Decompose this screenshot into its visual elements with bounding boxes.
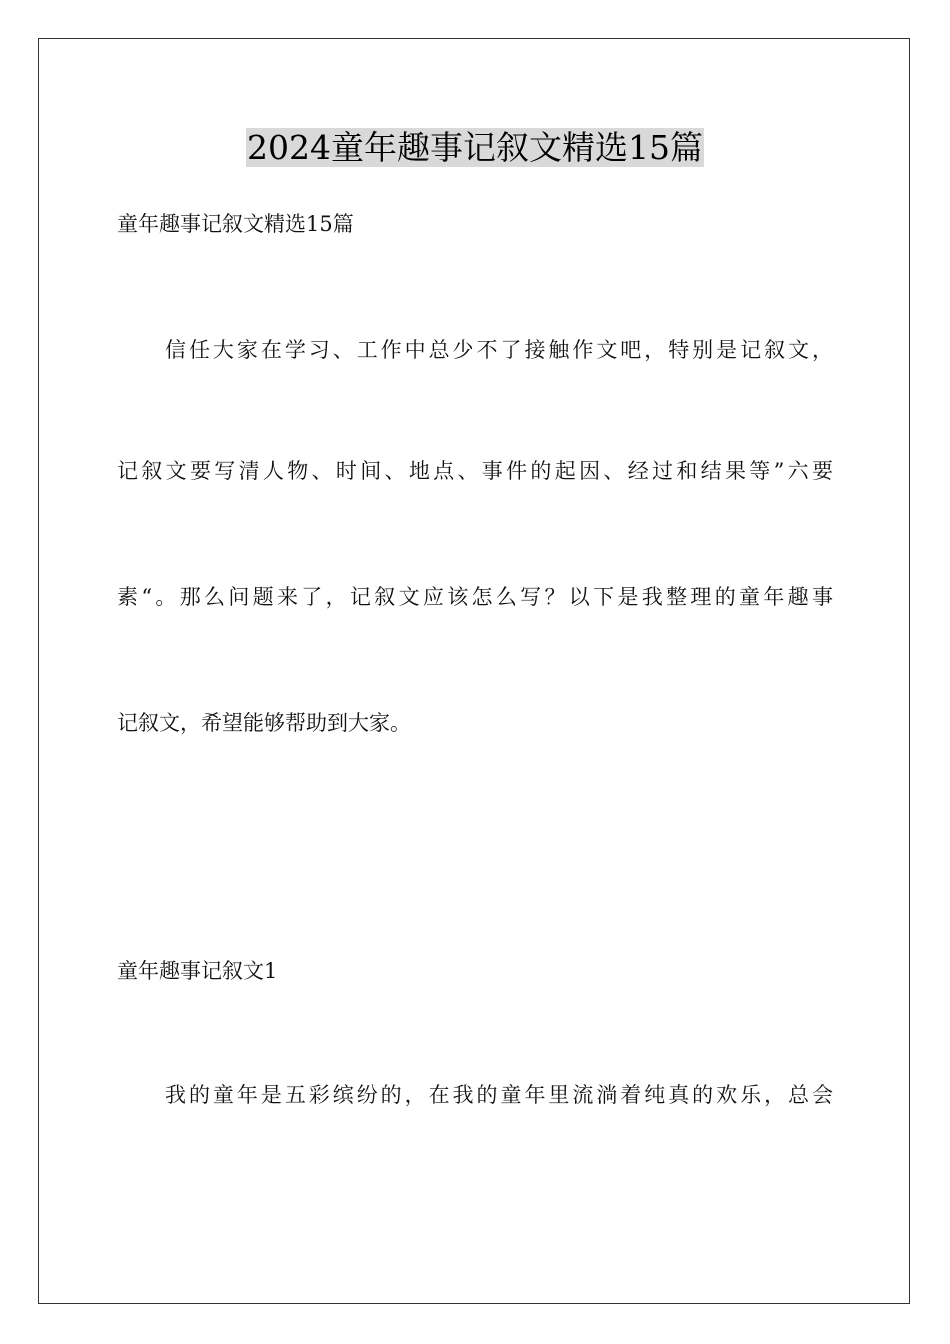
document-title bbox=[0, 126, 950, 170]
section-line-1: 我的童年是五彩缤纷的，在我的童年里流淌着纯真的欢乐，总会 bbox=[165, 1083, 833, 1107]
intro-line-1: 信任大家在学习、工作中总少不了接触作文吧，特别是记叙文， bbox=[165, 338, 833, 362]
intro-line-3: 素“。那么问题来了，记叙文应该怎么写？以下是我整理的童年趣事 bbox=[117, 585, 833, 609]
intro-line-4: 记叙文，希望能够帮助到大家。 bbox=[117, 711, 411, 735]
section-heading: 童年趣事记叙文1 bbox=[117, 959, 278, 983]
intro-line-2: 记叙文要写清人物、时间、地点、事件的起因、经过和结果等”六要 bbox=[117, 459, 833, 483]
document-title-text: 2024童年趣事记叙文精选15篇 bbox=[247, 128, 703, 167]
document-subtitle: 童年趣事记叙文精选15篇 bbox=[117, 212, 354, 236]
